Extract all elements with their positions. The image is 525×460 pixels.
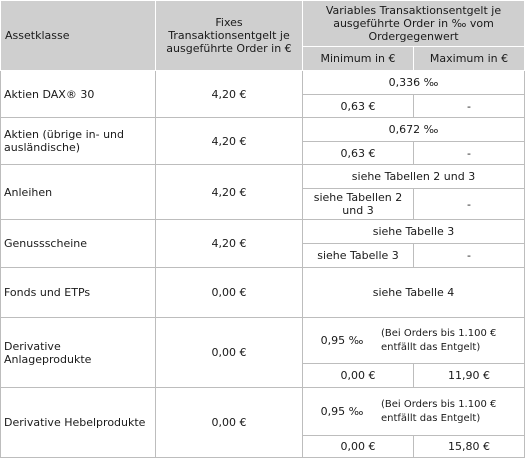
table-row — [1, 318, 525, 364]
header-maximum: Maximum in € — [414, 47, 525, 71]
variable-rate — [303, 318, 525, 364]
variable-rate — [303, 388, 525, 436]
variable-rate-note: (Bei Orders bis 1.100 € entfällt das Entgelt) — [381, 327, 497, 353]
minimum-fee: 0,63 € — [303, 142, 414, 165]
asset-name: Anleihen — [1, 165, 156, 220]
minimum-fee: 0,63 € — [303, 95, 414, 118]
maximum-fee: - — [414, 142, 525, 165]
maximum-fee: - — [414, 244, 525, 268]
fixed-fee: 4,20 € — [156, 220, 303, 268]
table-row — [1, 388, 525, 436]
header-minimum: Minimum in € — [303, 47, 414, 71]
header-variable-fee: Variables Transaktionsentgelt je ausgeführte Order in ‰ vom Ordergegenwert — [303, 1, 525, 47]
variable-rate: siehe Tabelle 4 — [303, 268, 525, 318]
table-row — [1, 118, 525, 142]
asset-name: Aktien (übrige in- und ausländische) — [1, 118, 156, 165]
maximum-fee: - — [414, 95, 525, 118]
fixed-fee: 4,20 € — [156, 71, 303, 118]
fixed-fee: 4,20 € — [156, 165, 303, 220]
asset-name: Derivative Hebelprodukte — [1, 388, 156, 458]
asset-name: Aktien DAX® 30 — [1, 71, 156, 118]
asset-name: Derivative Anlageprodukte — [1, 318, 156, 388]
table-row — [1, 220, 525, 244]
header-fixed-fee: Fixes Transaktionsentgelt je ausgeführte Order in € — [156, 1, 303, 71]
variable-rate-value: 0,95 ‰ — [320, 405, 364, 418]
minimum-fee: siehe Tabelle 3 — [303, 244, 414, 268]
asset-name: Fonds und ETPs — [1, 268, 156, 318]
maximum-fee: 11,90 € — [414, 364, 525, 388]
minimum-fee: siehe Tabellen 2 und 3 — [303, 189, 414, 220]
variable-rate-note: (Bei Orders bis 1.100 € entfällt das Entgelt) — [381, 398, 497, 424]
variable-rate: 0,672 ‰ — [303, 118, 525, 142]
asset-name: Genussscheine — [1, 220, 156, 268]
maximum-fee: - — [414, 189, 525, 220]
variable-rate: 0,336 ‰ — [303, 71, 525, 95]
fixed-fee: 0,00 € — [156, 268, 303, 318]
maximum-fee: 15,80 € — [414, 436, 525, 458]
table-row — [1, 268, 525, 318]
minimum-fee: 0,00 € — [303, 436, 414, 458]
table-row — [1, 165, 525, 189]
fixed-fee: 4,20 € — [156, 118, 303, 165]
minimum-fee: 0,00 € — [303, 364, 414, 388]
variable-rate: siehe Tabellen 2 und 3 — [303, 165, 525, 189]
fixed-fee: 0,00 € — [156, 388, 303, 458]
variable-rate-value: 0,95 ‰ — [320, 334, 364, 347]
header-asset-class: Assetklasse — [1, 1, 156, 71]
variable-rate: siehe Tabelle 3 — [303, 220, 525, 244]
table-row — [1, 71, 525, 95]
fixed-fee: 0,00 € — [156, 318, 303, 388]
